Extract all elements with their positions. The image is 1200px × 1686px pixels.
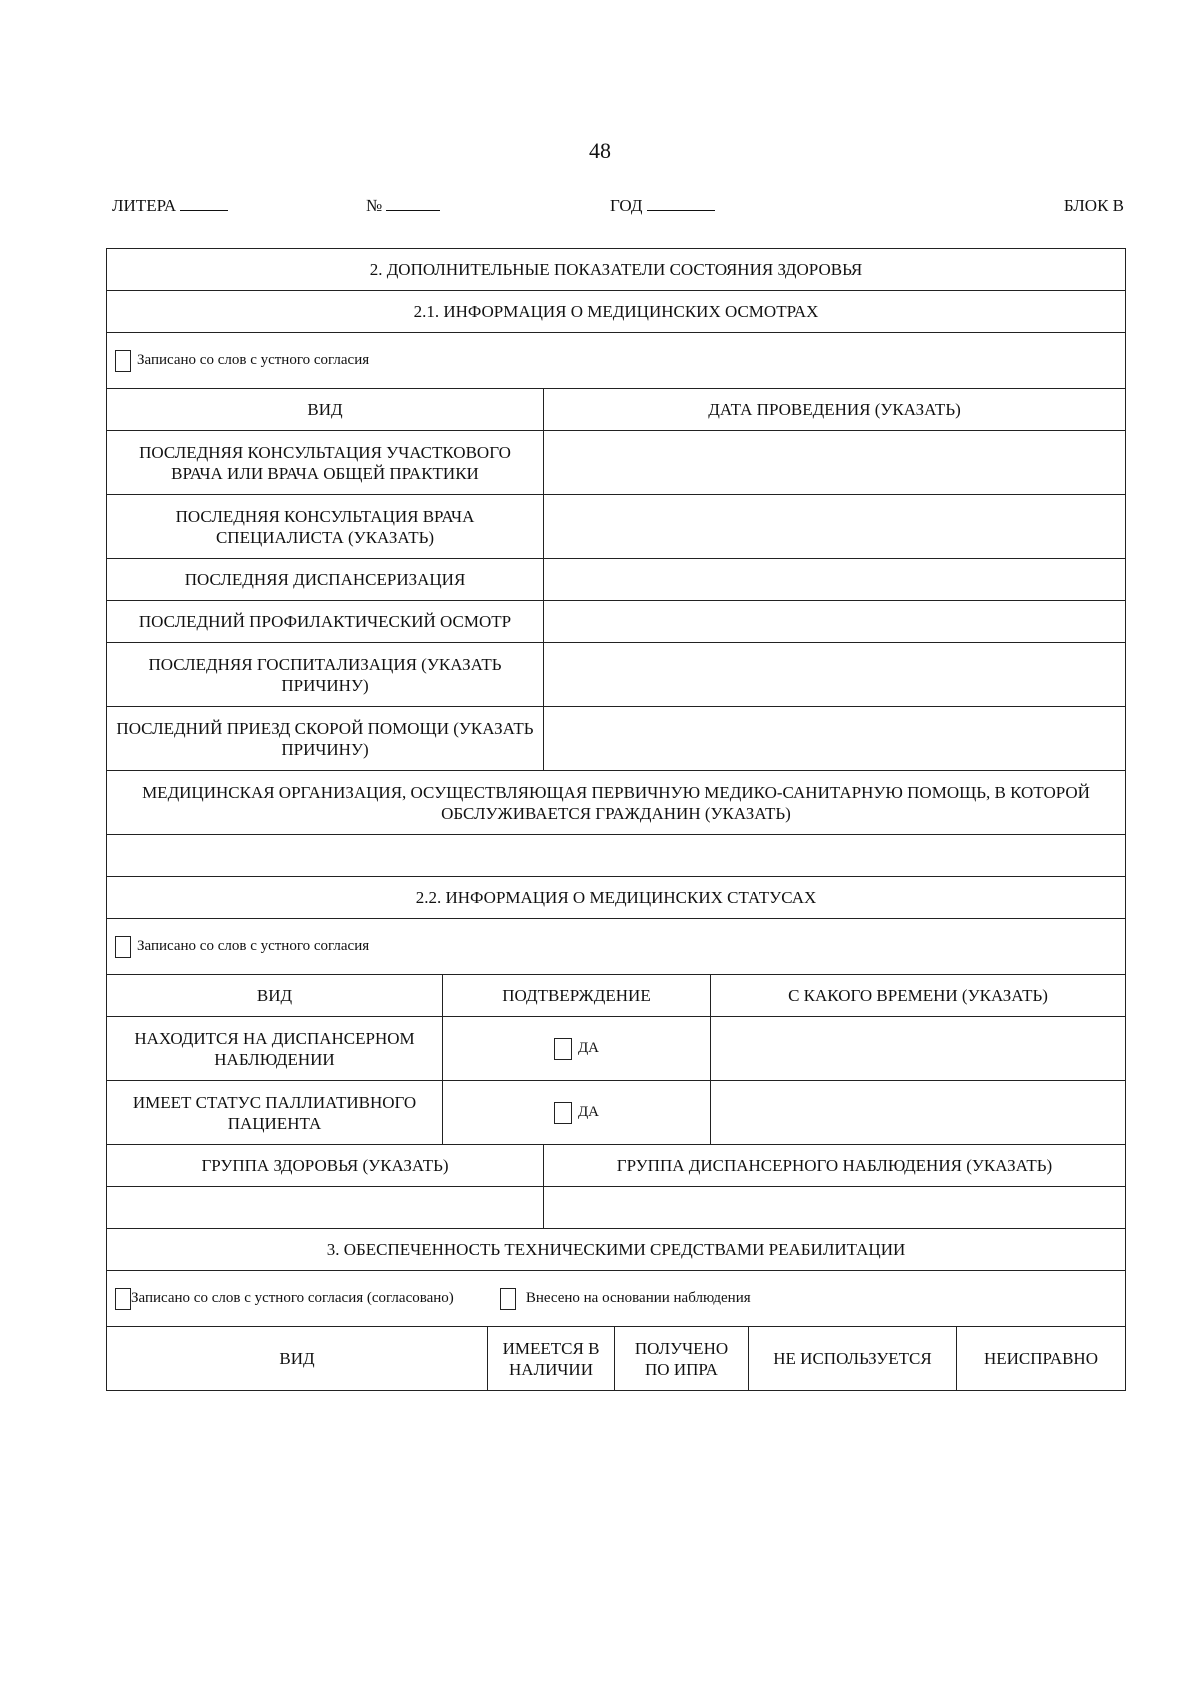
- year-label: ГОД: [610, 196, 643, 215]
- sub1-consent-option[interactable]: [115, 350, 369, 372]
- exam-type: ПОСЛЕДНЯЯ КОНСУЛЬТАЦИЯ ВРАЧА СПЕЦИАЛИСТА (УКАЗАТЬ): [107, 495, 544, 558]
- org-input[interactable]: [107, 835, 1125, 876]
- block-label: БЛОК В: [1063, 196, 1124, 215]
- sub2-header-row: [107, 975, 1125, 1017]
- exam-row: [107, 495, 1125, 559]
- exam-date-input[interactable]: [544, 495, 1125, 558]
- confirm-option[interactable]: [554, 1102, 599, 1124]
- col-available-header: ИМЕЕТСЯ В НАЛИЧИИ: [488, 1327, 615, 1390]
- exam-date-input[interactable]: [544, 431, 1125, 494]
- col-type-header: ВИД: [107, 389, 544, 430]
- confirm-checkbox[interactable]: [554, 1038, 572, 1060]
- exam-date-input[interactable]: [544, 643, 1125, 706]
- exam-row: [107, 707, 1125, 771]
- health-group-header: ГРУППА ЗДОРОВЬЯ (УКАЗАТЬ): [107, 1145, 544, 1186]
- litera-input[interactable]: [180, 196, 228, 211]
- confirm-checkbox[interactable]: [554, 1102, 572, 1124]
- observation-checkbox[interactable]: [500, 1288, 516, 1310]
- org-label: МЕДИЦИНСКАЯ ОРГАНИЗАЦИЯ, ОСУЩЕСТВЛЯЮЩАЯ ПЕРВИЧНУЮ МЕДИКО-САНИТАРНУЮ ПОМОЩЬ, В КОТОРОЙ ОБСЛУЖИВАЕТСЯ ГРАЖДАНИН (УКАЗАТЬ): [142, 782, 1090, 823]
- consent-label: Записано со слов с устного согласия: [137, 938, 370, 954]
- section3-consent-row: [107, 1271, 1125, 1327]
- sub2-title: 2.2. ИНФОРМАЦИЯ О МЕДИЦИНСКИХ СТАТУСАХ: [415, 888, 817, 907]
- section3-header-row: [107, 1327, 1125, 1391]
- exam-date-input[interactable]: [544, 707, 1125, 770]
- form-table: [106, 248, 1126, 1391]
- status-type: НАХОДИТСЯ НА ДИСПАНСЕРНОМ НАБЛЮДЕНИИ: [107, 1017, 443, 1080]
- status-type: ИМЕЕТ СТАТУС ПАЛЛИАТИВНОГО ПАЦИЕНТА: [107, 1081, 443, 1144]
- exam-date-input[interactable]: [544, 601, 1125, 642]
- exam-type: ПОСЛЕДНИЙ ПРИЕЗД СКОРОЙ ПОМОЩИ (УКАЗАТЬ ПРИЧИНУ): [107, 707, 544, 770]
- exam-row: [107, 643, 1125, 707]
- group-input-row: [107, 1187, 1125, 1229]
- consent-checkbox[interactable]: [115, 350, 131, 372]
- exam-row: [107, 601, 1125, 643]
- number-input[interactable]: [386, 196, 440, 211]
- col-faulty-header: НЕИСПРАВНО: [983, 1349, 1098, 1368]
- exam-type: ПОСЛЕДНЯЯ КОНСУЛЬТАЦИЯ УЧАСТКОВОГО ВРАЧА ИЛИ ВРАЧА ОБЩЕЙ ПРАКТИКИ: [107, 431, 544, 494]
- consent-label: Записано со слов с устного согласия (согласовано): [131, 1290, 454, 1306]
- number-label: №: [366, 196, 383, 215]
- consent-checkbox[interactable]: [115, 1288, 131, 1310]
- sub1-title: 2.1. ИНФОРМАЦИЯ О МЕДИЦИНСКИХ ОСМОТРАХ: [413, 302, 819, 321]
- sub1-header-row: [107, 389, 1125, 431]
- year-input[interactable]: [647, 196, 715, 211]
- number-field: [366, 196, 440, 216]
- sub1-title-row: [107, 291, 1125, 333]
- sub2-title-row: [107, 877, 1125, 919]
- confirm-option[interactable]: [554, 1038, 599, 1060]
- sub1-consent-row: [107, 333, 1125, 389]
- section3-title-row: [107, 1229, 1125, 1271]
- confirm-label: ДА: [577, 1104, 600, 1120]
- status-row: [107, 1017, 1125, 1081]
- exam-date-input[interactable]: [544, 559, 1125, 600]
- observation-label: Внесено на основании наблюдения: [525, 1290, 751, 1306]
- status-row: [107, 1081, 1125, 1145]
- col-confirm-header: ПОДТВЕРЖДЕНИЕ: [443, 975, 711, 1016]
- col-type-header: ВИД: [107, 1327, 488, 1390]
- section2-title-row: [107, 249, 1125, 291]
- group-header-row: [107, 1145, 1125, 1187]
- col-since-header: С КАКОГО ВРЕМЕНИ (УКАЗАТЬ): [788, 986, 1048, 1005]
- section3-title: 3. ОБЕСПЕЧЕННОСТЬ ТЕХНИЧЕСКИМИ СРЕДСТВАМИ РЕАБИЛИТАЦИИ: [326, 1240, 906, 1259]
- sub2-consent-row: [107, 919, 1125, 975]
- col-unused-header: НЕ ИСПОЛЬЗУЕТСЯ: [749, 1327, 957, 1390]
- year-field: [610, 196, 715, 216]
- col-type-header: ВИД: [107, 975, 443, 1016]
- consent-label: Записано со слов с устного согласия: [137, 352, 370, 368]
- section3-consent-option[interactable]: [115, 1288, 454, 1310]
- health-group-input[interactable]: [107, 1187, 544, 1228]
- sub2-consent-option[interactable]: [115, 936, 369, 958]
- section2-title: 2. ДОПОЛНИТЕЛЬНЫЕ ПОКАЗАТЕЛИ СОСТОЯНИЯ ЗДОРОВЬЯ: [369, 260, 863, 279]
- confirm-label: ДА: [577, 1040, 600, 1056]
- observation-option[interactable]: [500, 1288, 751, 1310]
- exam-row: [107, 559, 1125, 601]
- litera-field: [112, 196, 228, 216]
- col-date-header: ДАТА ПРОВЕДЕНИЯ (УКАЗАТЬ): [708, 400, 961, 419]
- dispensary-group-input[interactable]: [544, 1187, 1125, 1228]
- col-received-header: ПОЛУЧЕНО ПО ИПРА: [615, 1327, 749, 1390]
- org-input-row: [107, 835, 1125, 877]
- consent-checkbox[interactable]: [115, 936, 131, 958]
- since-input[interactable]: [711, 1081, 1125, 1144]
- page-number: 48: [589, 138, 611, 163]
- exam-row: [107, 431, 1125, 495]
- litera-label: ЛИТЕРА: [112, 196, 177, 215]
- org-label-row: [107, 771, 1125, 835]
- exam-type: ПОСЛЕДНИЙ ПРОФИЛАКТИЧЕСКИЙ ОСМОТР: [107, 601, 544, 642]
- exam-type: ПОСЛЕДНЯЯ ДИСПАНСЕРИЗАЦИЯ: [107, 559, 544, 600]
- since-input[interactable]: [711, 1017, 1125, 1080]
- dispensary-group-header: ГРУППА ДИСПАНСЕРНОГО НАБЛЮДЕНИЯ (УКАЗАТЬ): [616, 1156, 1053, 1175]
- exam-type: ПОСЛЕДНЯЯ ГОСПИТАЛИЗАЦИЯ (УКАЗАТЬ ПРИЧИНУ): [107, 643, 544, 706]
